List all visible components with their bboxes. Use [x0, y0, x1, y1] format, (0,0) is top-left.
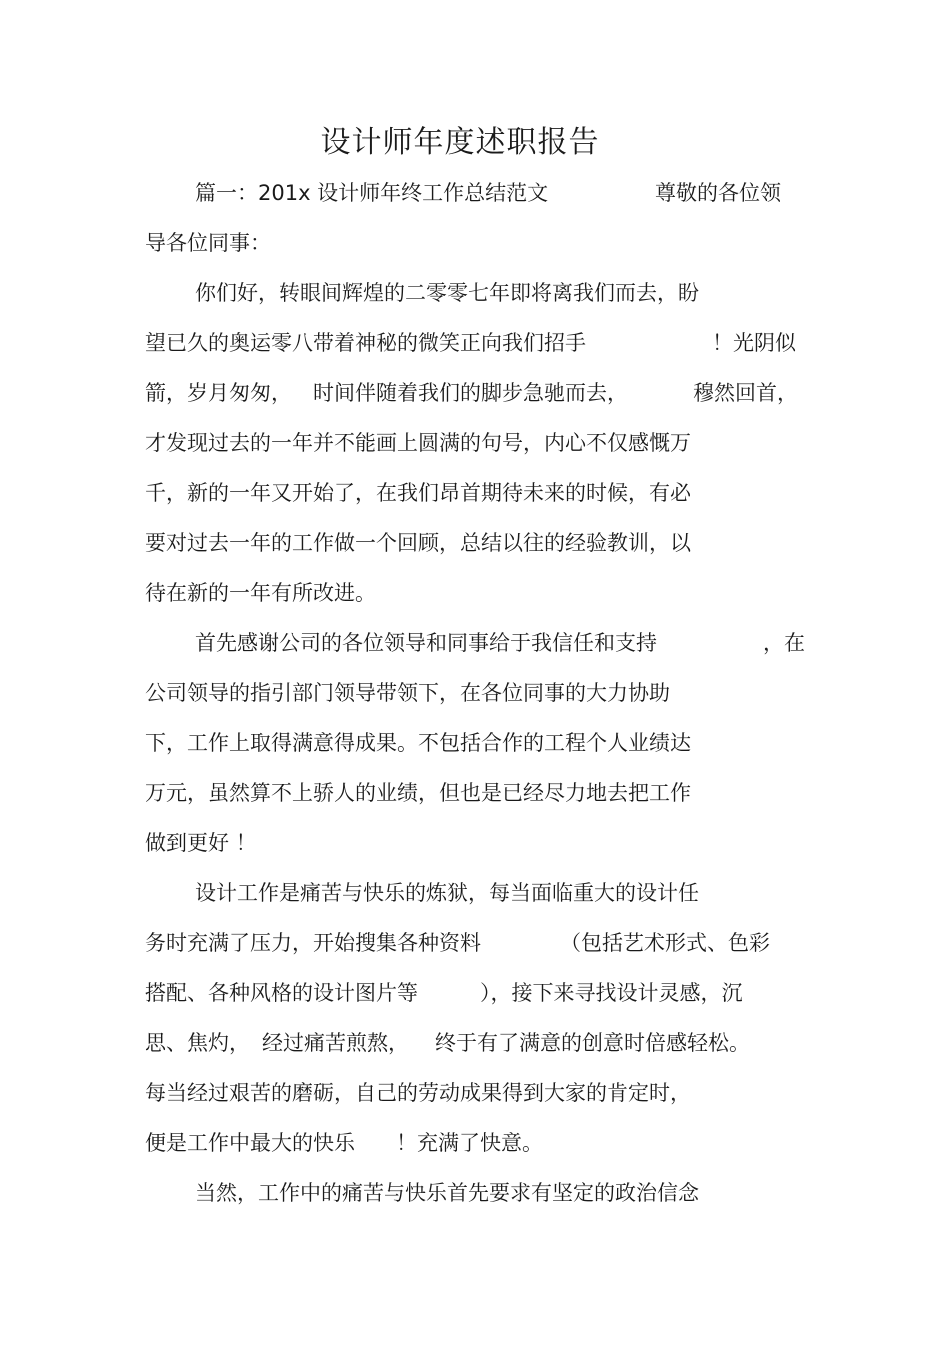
text-line: [0, 1128, 950, 1158]
text-segment: 思、焦灼，: [145, 1031, 250, 1055]
text-segment: ！充满了快意。: [396, 1131, 543, 1155]
text-line: [0, 178, 950, 208]
text-line: [0, 878, 950, 908]
text-line: [0, 428, 950, 458]
text-line: [0, 628, 950, 658]
document-title: 设计师年度述职报告: [320, 125, 600, 160]
text-segment: 公司领导的指引部门领导带领下，在各位同事的大力协助: [145, 681, 670, 705]
text-segment: 尊敬的各位领: [655, 181, 781, 205]
text-segment: 便是工作中最大的快乐: [145, 1131, 355, 1155]
text-segment: 终于有了满意的创意时倍感轻松。: [435, 1031, 750, 1055]
text-segment: （包括艺术形式、色彩: [560, 931, 770, 955]
text-segment: 望已久的奥运零八带着神秘的微笑正向我们招手: [145, 331, 586, 355]
text-line: [0, 1028, 950, 1058]
text-line: [0, 928, 950, 958]
text-segment: 箭，岁月匆匆，: [145, 381, 292, 405]
text-line: [0, 778, 950, 808]
text-segment: 每当经过艰苦的磨砺，自己的劳动成果得到大家的肯定时，: [145, 1081, 691, 1105]
text-line: [0, 228, 950, 258]
text-segment: 时间伴随着我们的脚步急驰而去，: [313, 381, 628, 405]
text-segment: 万元，虽然算不上骄人的业绩，但也是已经尽力地去把工作: [145, 781, 691, 805]
text-line: [0, 578, 950, 608]
text-line: [0, 328, 950, 358]
text-segment: ！光阴似: [712, 331, 796, 355]
text-segment: 搭配、各种风格的设计图片等: [145, 981, 418, 1005]
text-line: [0, 828, 950, 858]
text-segment: 篇一：201x 设计师年终工作总结范文: [195, 181, 549, 205]
text-line: [0, 278, 950, 308]
text-line: [0, 1178, 950, 1208]
text-segment: 待在新的一年有所改进。: [145, 581, 376, 605]
text-segment: 你们好，转眼间辉煌的二零零七年即将离我们而去，盼: [195, 281, 699, 305]
text-line: [0, 378, 950, 408]
text-segment: ），接下来寻找设计灵感，沉: [480, 981, 743, 1005]
text-segment: 做到更好 ！: [145, 831, 257, 855]
text-line: [0, 678, 950, 708]
text-segment: 经过痛苦煎熬，: [262, 1031, 409, 1055]
text-segment: 下，工作上取得满意得成果。不包括合作的工程个人业绩达: [145, 731, 691, 755]
text-segment: 设计工作是痛苦与快乐的炼狱，每当面临重大的设计任: [195, 881, 699, 905]
text-segment: 要对过去一年的工作做一个回顾，总结以往的经验教训，以: [145, 531, 691, 555]
text-segment: 才发现过去的一年并不能画上圆满的句号，内心不仅感慨万: [145, 431, 691, 455]
text-line: [0, 478, 950, 508]
text-line: [0, 728, 950, 758]
text-segment: ，在: [763, 631, 805, 655]
text-segment: 千，新的一年又开始了，在我们昂首期待未来的时候，有必: [145, 481, 691, 505]
text-line: [0, 528, 950, 558]
text-segment: 穆然回首，: [693, 381, 798, 405]
text-line: [0, 1078, 950, 1108]
text-line: [0, 978, 950, 1008]
text-segment: 务时充满了压力，开始搜集各种资料: [145, 931, 481, 955]
text-segment: 首先感谢公司的各位领导和同事给于我信任和支持: [195, 631, 657, 655]
text-segment: 导各位同事：: [145, 231, 271, 255]
text-segment: 当然，工作中的痛苦与快乐首先要求有坚定的政治信念: [195, 1181, 699, 1205]
